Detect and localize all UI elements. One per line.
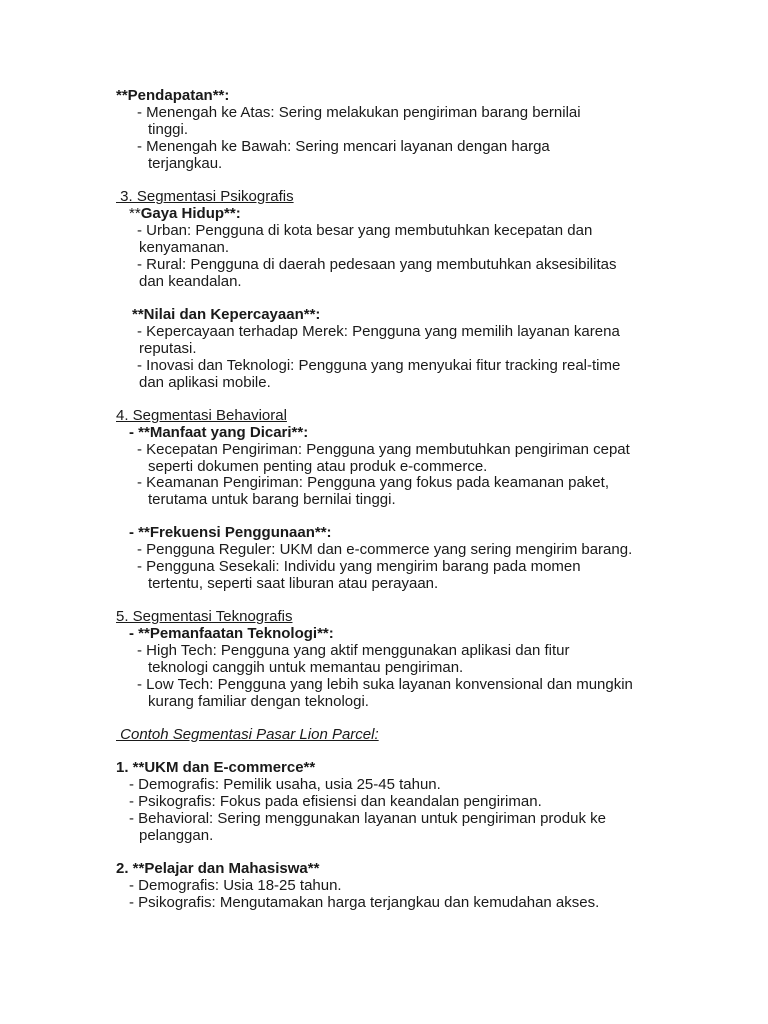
list-item: - Urban: Pengguna di kota besar yang membutuhkan kecepatan dan [137,222,593,239]
list-item: - Keamanan Pengiriman: Pengguna yang fokus pada keamanan paket, [137,474,609,491]
list-item-continuation: terjangkau. [148,155,223,172]
list-item-continuation: dan keandalan. [139,273,242,290]
numbered-heading-ukm: 1. **UKM dan E-commerce** [116,759,316,776]
section-heading-psikografis: 3. Segmentasi Psikografis [116,188,294,205]
list-item: - Kepercayaan terhadap Merek: Pengguna yang memilih layanan karena [137,323,620,340]
list-item: - Kecepatan Pengiriman: Pengguna yang membutuhkan pengiriman cepat [137,441,630,458]
list-item: - High Tech: Pengguna yang aktif menggunakan aplikasi dan fitur [137,642,570,659]
list-item-continuation: kenyamanan. [139,239,230,256]
list-item-continuation: seperti dokumen penting atau produk e-commerce. [148,458,488,475]
list-item: - Pengguna Reguler: UKM dan e-commerce yang sering mengirim barang. [137,541,633,558]
section-heading-contoh: Contoh Segmentasi Pasar Lion Parcel: [116,726,379,743]
subheading-frekuensi: - **Frekuensi Penggunaan**: [129,524,332,541]
subheading-pemanfaatan: - **Pemanfaatan Teknologi**: [129,625,334,642]
section-heading-behavioral: 4. Segmentasi Behavioral [116,407,287,424]
list-item-continuation: tertentu, seperti saat liburan atau perayaan. [148,575,439,592]
list-item: - Rural: Pengguna di daerah pedesaan yang membutuhkan aksesibilitas [137,256,617,273]
subheading-gaya-hidup [129,205,241,222]
subheading-manfaat: - **Manfaat yang Dicari**: [129,424,309,441]
list-item-continuation: kurang familiar dengan teknologi. [148,693,369,710]
list-item-continuation: dan aplikasi mobile. [139,374,271,391]
subheading-prefix: ** [129,205,141,222]
list-item: - Behavioral: Sering menggunakan layanan untuk pengiriman produk ke [129,810,606,827]
list-item: - Demografis: Usia 18-25 tahun. [129,877,342,894]
list-item-continuation: tinggi. [148,121,189,138]
subheading-text: Gaya Hidup**: [140,205,241,222]
list-item: - Pengguna Sesekali: Individu yang mengirim barang pada momen [137,558,581,575]
list-item-continuation: reputasi. [139,340,197,357]
list-item: - Low Tech: Pengguna yang lebih suka layanan konvensional dan mungkin [137,676,633,693]
list-item: - Inovasi dan Teknologi: Pengguna yang menyukai fitur tracking real-time [137,357,621,374]
subheading-nilai-kepercayaan: **Nilai dan Kepercayaan**: [132,306,321,323]
list-item: - Psikografis: Fokus pada efisiensi dan keandalan pengiriman. [129,793,542,810]
list-item: - Menengah ke Bawah: Sering mencari layanan dengan harga [137,138,550,155]
list-item: - Menengah ke Atas: Sering melakukan pengiriman barang bernilai [137,104,581,121]
list-item-continuation: pelanggan. [139,827,214,844]
list-item-continuation: teknologi canggih untuk memantau pengiriman. [148,659,464,676]
numbered-heading-pelajar: 2. **Pelajar dan Mahasiswa** [116,860,320,877]
list-item: - Demografis: Pemilik usaha, usia 25-45 tahun. [129,776,441,793]
heading-pendapatan: **Pendapatan**: [116,87,230,104]
list-item: - Psikografis: Mengutamakan harga terjangkau dan kemudahan akses. [129,894,600,911]
list-item-continuation: terutama untuk barang bernilai tinggi. [148,491,396,508]
section-heading-teknografis: 5. Segmentasi Teknografis [116,608,293,625]
